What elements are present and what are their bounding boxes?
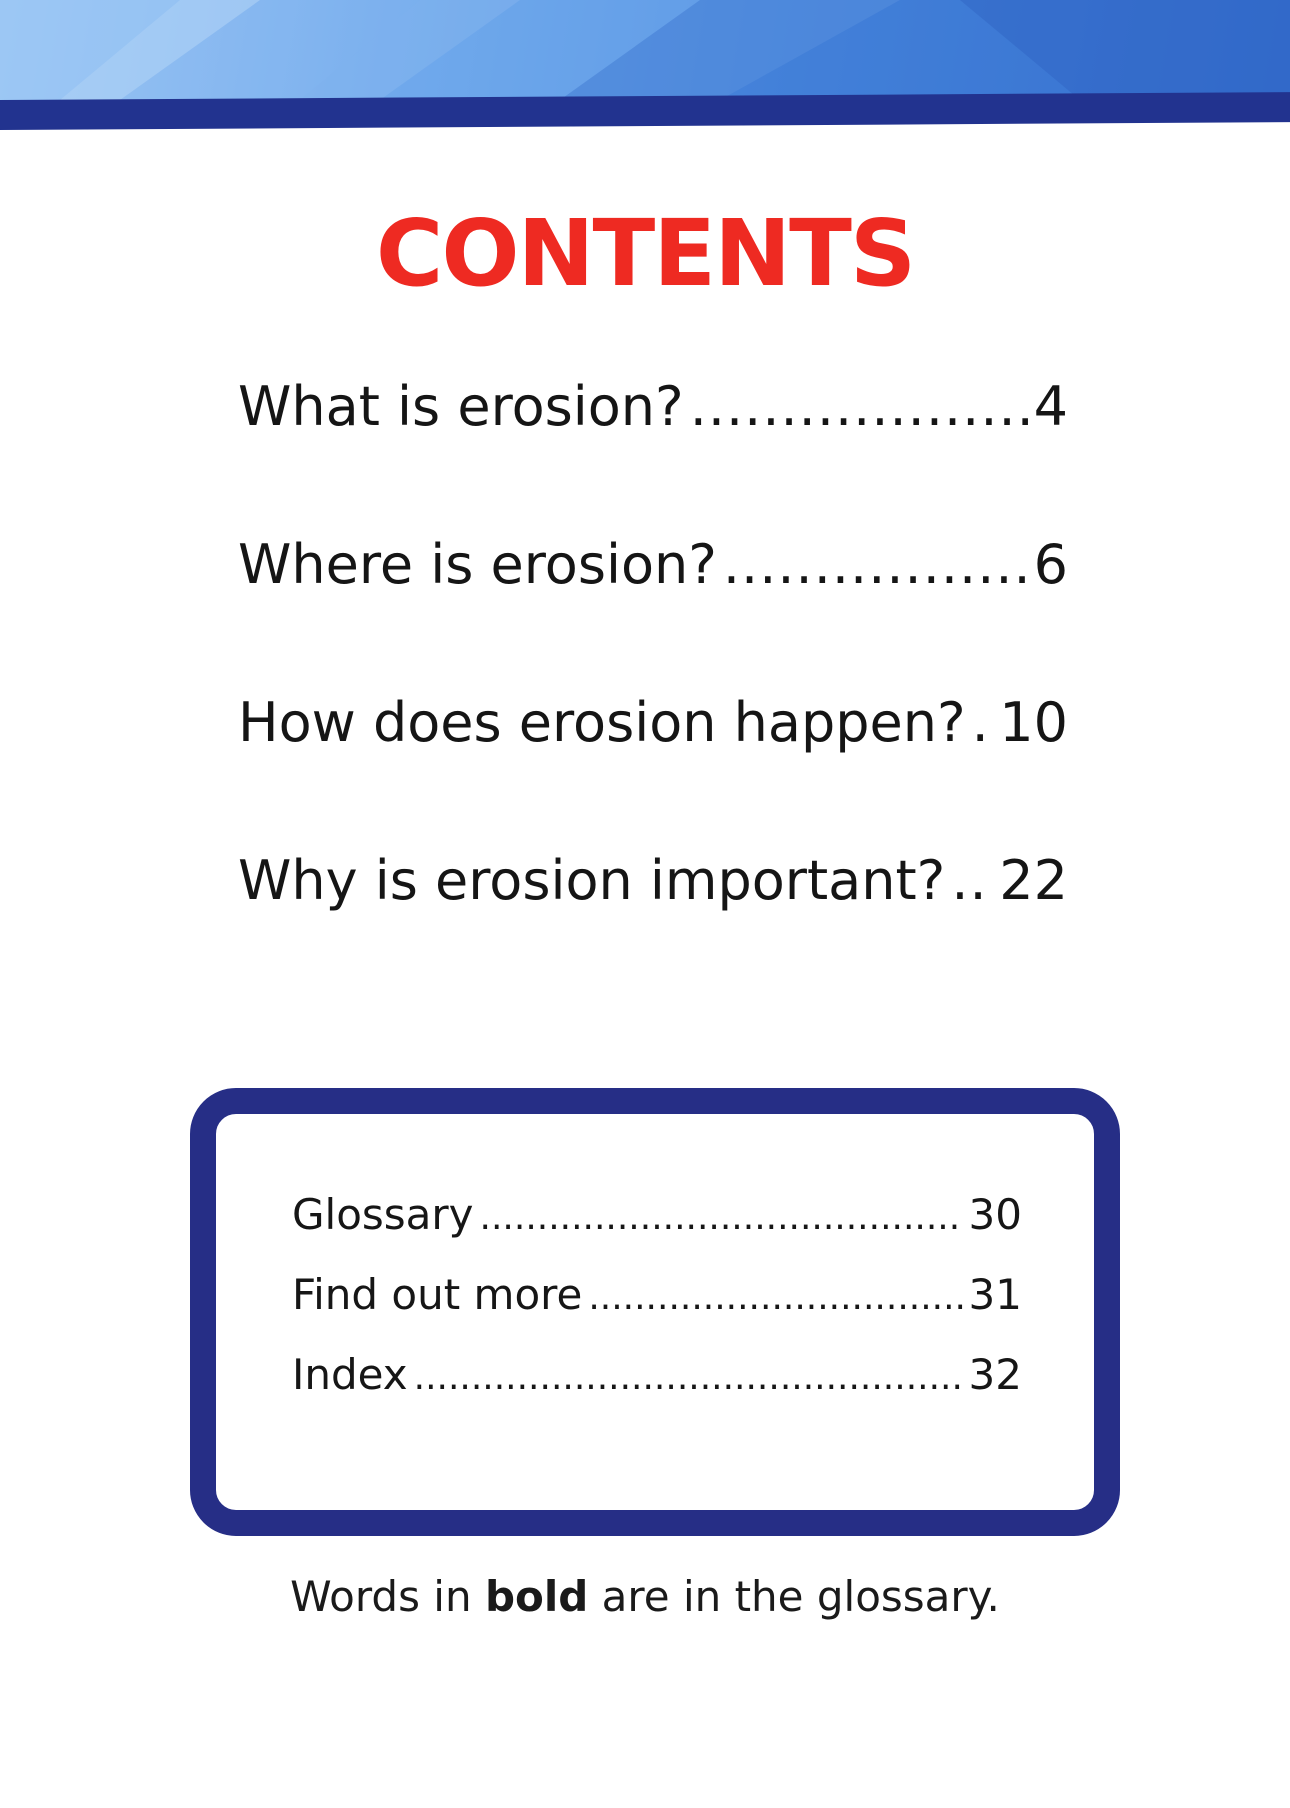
dot-leader [480,1197,963,1238]
dot-leader [723,533,1028,596]
entry-page-number: 31 [968,1270,1022,1319]
contents-entry[interactable] [238,533,1068,691]
entry-label: Index [292,1350,408,1399]
dot-leader [951,849,993,912]
entry-page-number: 22 [999,849,1068,912]
entry-label: Glossary [292,1190,474,1239]
dot-leader [414,1357,963,1398]
page-title: CONTENTS [375,200,915,307]
glossary-note [0,1572,1290,1621]
entry-label: What is erosion? [238,375,684,438]
contents-entry[interactable] [238,849,1068,1007]
contents-entry[interactable] [238,375,1068,533]
top-banner [0,0,1290,100]
entry-page-number: 32 [968,1350,1022,1399]
contents-entry[interactable] [238,691,1068,849]
entry-page-number: 30 [968,1190,1022,1239]
banner-pattern [0,0,1290,100]
entry-label: Where is erosion? [238,533,717,596]
back-matter-entry[interactable] [292,1270,1022,1350]
entry-page-number: 10 [999,691,1068,754]
entry-label: Why is erosion important? [238,849,946,912]
entry-page-number: 4 [1033,375,1068,438]
dot-leader [690,375,1028,438]
note-bold-word: bold [484,1572,589,1621]
entry-page-number: 6 [1033,533,1068,596]
note-text-after: are in the glossary. [588,1572,1000,1621]
note-text-before: Words in [290,1572,485,1621]
back-matter-entry[interactable] [292,1190,1022,1270]
dot-leader [972,691,994,754]
back-matter-list [292,1190,1022,1430]
back-matter-entry[interactable] [292,1350,1022,1430]
contents-list [238,375,1068,1007]
dot-leader [588,1277,962,1318]
entry-label: How does erosion happen? [238,691,966,754]
entry-label: Find out more [292,1270,583,1319]
